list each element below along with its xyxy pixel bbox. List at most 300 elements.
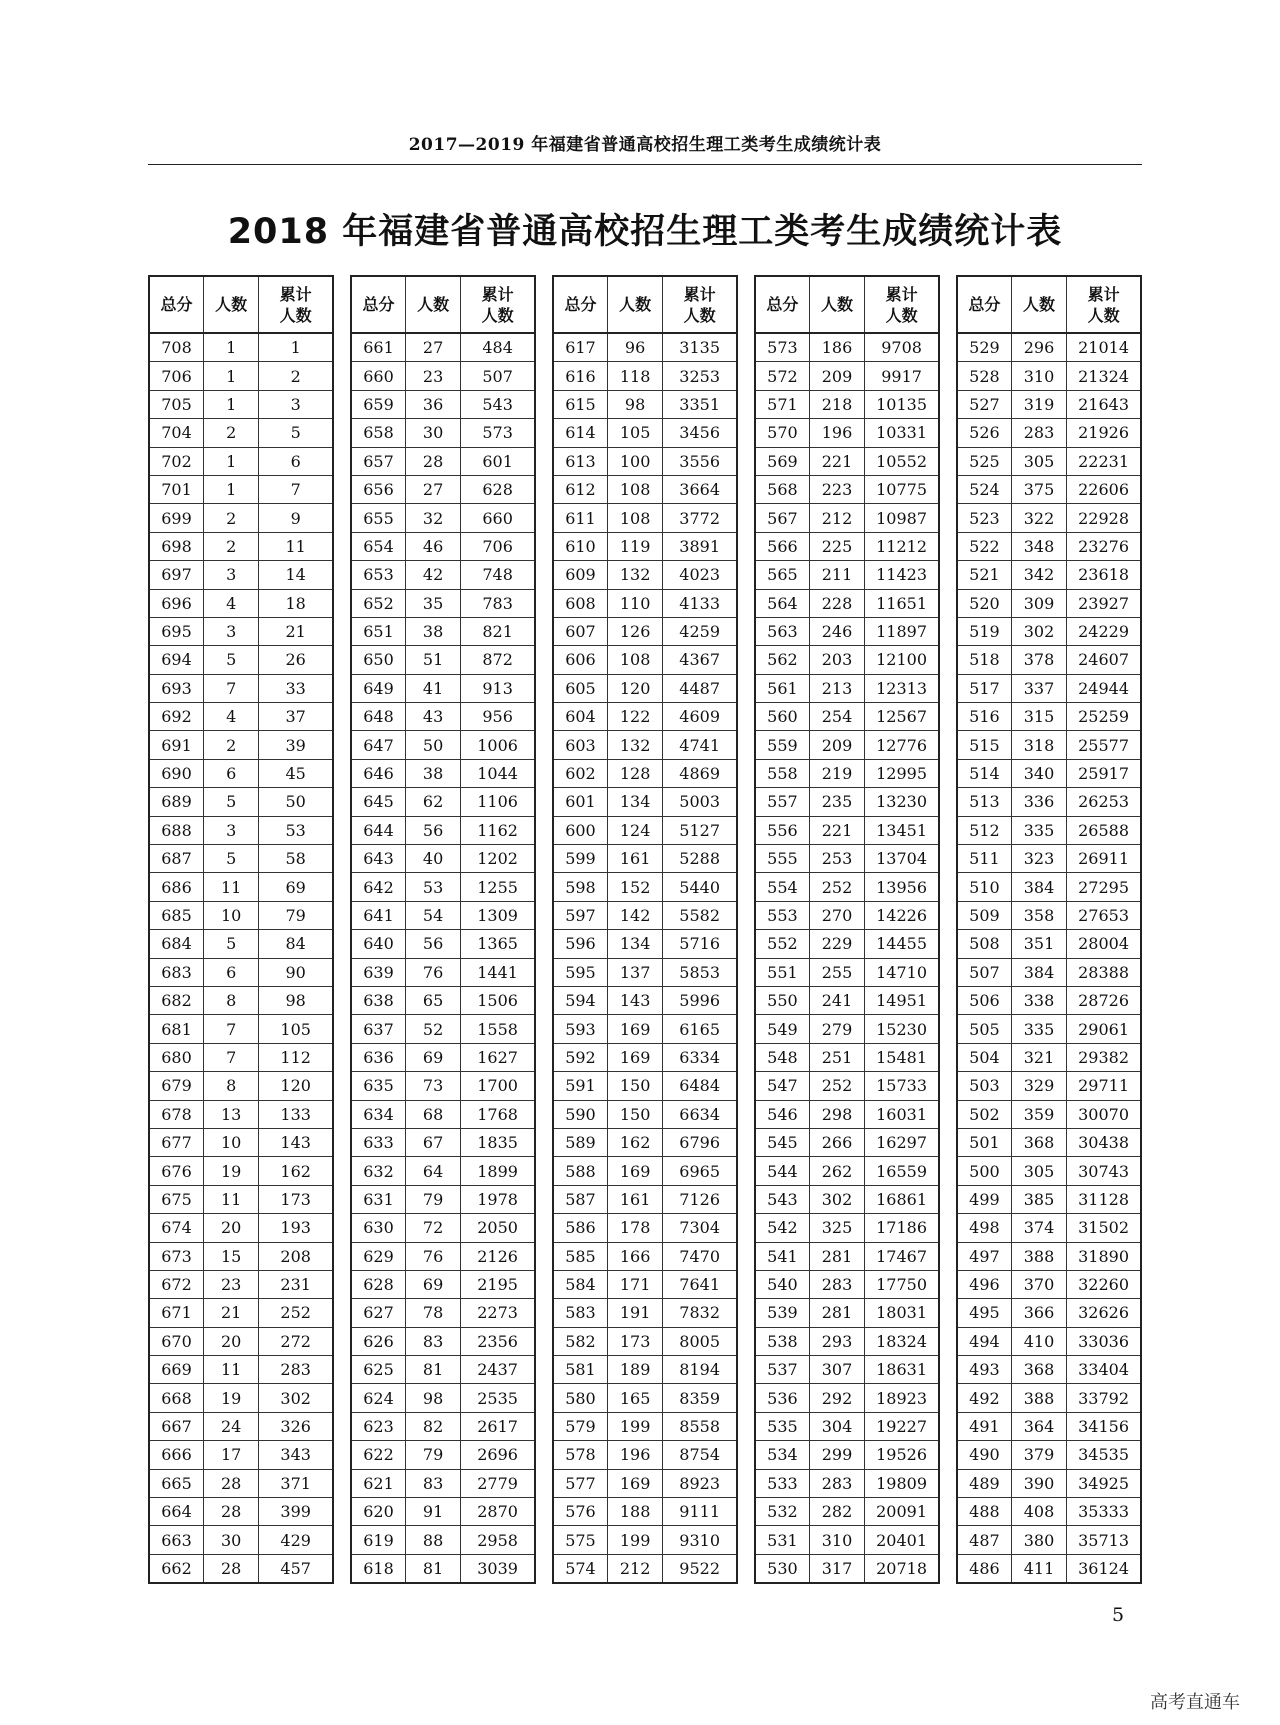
count-cell: 315 xyxy=(1011,703,1066,731)
count-cell: 384 xyxy=(1011,873,1066,901)
score-cell: 625 xyxy=(351,1356,405,1384)
score-cell: 594 xyxy=(553,986,607,1014)
table-row xyxy=(755,362,939,390)
table-row xyxy=(351,1043,535,1071)
table-row xyxy=(957,1043,1141,1071)
count-cell: 323 xyxy=(1011,845,1066,873)
score-cell: 603 xyxy=(553,731,607,759)
score-cell: 578 xyxy=(553,1441,607,1469)
table-row xyxy=(351,674,535,702)
table-row xyxy=(957,390,1141,418)
table-row xyxy=(149,504,333,532)
score-cell: 619 xyxy=(351,1526,405,1554)
cumulative-cell: 23927 xyxy=(1067,589,1141,617)
count-cell: 79 xyxy=(405,1441,460,1469)
table-row xyxy=(351,1015,535,1043)
table-row xyxy=(149,1185,333,1213)
table-row xyxy=(149,1356,333,1384)
table-row xyxy=(957,1327,1141,1355)
cumulative-cell: 11651 xyxy=(865,589,939,617)
table-row xyxy=(553,1128,737,1156)
watermark: 高考直通车 xyxy=(1150,1692,1240,1713)
cumulative-cell: 21324 xyxy=(1067,362,1141,390)
count-cell: 281 xyxy=(809,1299,864,1327)
score-cell: 681 xyxy=(149,1015,204,1043)
count-cell: 379 xyxy=(1011,1441,1066,1469)
count-cell: 169 xyxy=(607,1015,662,1043)
score-cell: 690 xyxy=(149,759,204,787)
score-cell: 565 xyxy=(755,561,809,589)
table-row xyxy=(553,589,737,617)
score-cell: 636 xyxy=(351,1043,405,1071)
cumulative-cell: 12313 xyxy=(865,674,939,702)
table-row xyxy=(957,1384,1141,1412)
cumulative-cell: 16861 xyxy=(865,1185,939,1213)
cumulative-cell: 2535 xyxy=(461,1384,535,1412)
table-row xyxy=(957,504,1141,532)
total-score-header: 总分 xyxy=(553,276,607,333)
cumulative-cell: 8005 xyxy=(663,1327,737,1355)
count-cell: 19 xyxy=(204,1384,259,1412)
cumulative-cell: 429 xyxy=(259,1526,333,1554)
score-cell: 562 xyxy=(755,646,809,674)
cumulative-cell: 10987 xyxy=(865,504,939,532)
score-cell: 616 xyxy=(553,362,607,390)
score-cell: 667 xyxy=(149,1412,204,1440)
count-cell: 310 xyxy=(809,1526,864,1554)
cumulative-cell: 18031 xyxy=(865,1299,939,1327)
cumulative-cell: 1558 xyxy=(461,1015,535,1043)
table-row xyxy=(149,1526,333,1554)
table-row xyxy=(553,1157,737,1185)
cumulative-cell: 13230 xyxy=(865,788,939,816)
cumulative-cell: 4741 xyxy=(663,731,737,759)
score-cell: 502 xyxy=(957,1100,1011,1128)
count-cell: 2 xyxy=(204,731,259,759)
score-cell: 645 xyxy=(351,788,405,816)
cumulative-cell: 193 xyxy=(259,1214,333,1242)
table-row xyxy=(351,475,535,503)
count-cell: 1 xyxy=(204,333,259,362)
table-row xyxy=(351,873,535,901)
cumulative-cell: 23276 xyxy=(1067,532,1141,560)
cumulative-cell: 283 xyxy=(259,1356,333,1384)
count-cell: 351 xyxy=(1011,930,1066,958)
score-cell: 590 xyxy=(553,1100,607,1128)
cumulative-cell: 4259 xyxy=(663,617,737,645)
table-row xyxy=(957,1299,1141,1327)
score-cell: 597 xyxy=(553,901,607,929)
count-cell: 305 xyxy=(1011,1157,1066,1185)
score-cell: 551 xyxy=(755,958,809,986)
table-row xyxy=(351,958,535,986)
score-cell: 511 xyxy=(957,845,1011,873)
score-cell: 644 xyxy=(351,816,405,844)
cumulative-cell: 11423 xyxy=(865,561,939,589)
score-cell: 624 xyxy=(351,1384,405,1412)
cumulative-cell: 1006 xyxy=(461,731,535,759)
table-row xyxy=(149,1100,333,1128)
cumulative-cell: 11 xyxy=(259,532,333,560)
count-cell: 329 xyxy=(1011,1072,1066,1100)
cumulative-cell: 9917 xyxy=(865,362,939,390)
table-row xyxy=(149,1441,333,1469)
table-row xyxy=(351,759,535,787)
score-cell: 581 xyxy=(553,1356,607,1384)
score-cell: 609 xyxy=(553,561,607,589)
table-row xyxy=(149,1554,333,1583)
cumulative-cell: 2195 xyxy=(461,1270,535,1298)
count-cell: 27 xyxy=(405,475,460,503)
score-cell: 524 xyxy=(957,475,1011,503)
score-cell: 660 xyxy=(351,362,405,390)
table-row xyxy=(957,1356,1141,1384)
score-cell: 509 xyxy=(957,901,1011,929)
table-row xyxy=(957,1072,1141,1100)
cumulative-cell: 1309 xyxy=(461,901,535,929)
table-row xyxy=(553,333,737,362)
cumulative-cell: 10331 xyxy=(865,419,939,447)
score-cell: 613 xyxy=(553,447,607,475)
cumulative-cell: 1899 xyxy=(461,1157,535,1185)
table-row xyxy=(553,674,737,702)
score-cell: 692 xyxy=(149,703,204,731)
cumulative-cell: 30070 xyxy=(1067,1100,1141,1128)
table-row xyxy=(755,1043,939,1071)
table-row xyxy=(755,674,939,702)
count-cell: 162 xyxy=(607,1128,662,1156)
table-row xyxy=(553,1299,737,1327)
table-row xyxy=(957,788,1141,816)
count-cell: 150 xyxy=(607,1072,662,1100)
count-cell: 270 xyxy=(809,901,864,929)
score-cell: 595 xyxy=(553,958,607,986)
score-cell: 549 xyxy=(755,1015,809,1043)
table-row xyxy=(755,447,939,475)
count-cell: 279 xyxy=(809,1015,864,1043)
count-cell: 321 xyxy=(1011,1043,1066,1071)
table-row xyxy=(149,901,333,929)
score-cell: 605 xyxy=(553,674,607,702)
score-cell: 651 xyxy=(351,617,405,645)
table-row xyxy=(351,532,535,560)
score-cell: 526 xyxy=(957,419,1011,447)
cumulative-cell: 5288 xyxy=(663,845,737,873)
cumulative-cell: 58 xyxy=(259,845,333,873)
table-row xyxy=(553,561,737,589)
count-cell: 108 xyxy=(607,646,662,674)
score-cell: 525 xyxy=(957,447,1011,475)
score-cell: 508 xyxy=(957,930,1011,958)
score-table-2 xyxy=(350,275,536,1584)
table-row xyxy=(351,646,535,674)
table-row xyxy=(957,1526,1141,1554)
score-cell: 488 xyxy=(957,1498,1011,1526)
count-cell: 322 xyxy=(1011,504,1066,532)
score-cell: 493 xyxy=(957,1356,1011,1384)
table-row xyxy=(755,1242,939,1270)
score-cell: 668 xyxy=(149,1384,204,1412)
header-row xyxy=(149,276,333,333)
score-cell: 586 xyxy=(553,1214,607,1242)
score-cell: 598 xyxy=(553,873,607,901)
table-row xyxy=(351,731,535,759)
cumulative-cell: 26911 xyxy=(1067,845,1141,873)
score-cell: 701 xyxy=(149,475,204,503)
cumulative-cell: 484 xyxy=(461,333,535,362)
table-row xyxy=(755,731,939,759)
cumulative-cell: 5716 xyxy=(663,930,737,958)
cumulative-cell: 7470 xyxy=(663,1242,737,1270)
score-cell: 543 xyxy=(755,1185,809,1213)
count-cell: 13 xyxy=(204,1100,259,1128)
table-row xyxy=(755,1469,939,1497)
count-cell: 81 xyxy=(405,1554,460,1583)
score-cell: 560 xyxy=(755,703,809,731)
count-cell: 283 xyxy=(809,1270,864,1298)
cumulative-cell: 8194 xyxy=(663,1356,737,1384)
table-row xyxy=(351,1498,535,1526)
cumulative-cell: 27653 xyxy=(1067,901,1141,929)
score-cell: 567 xyxy=(755,504,809,532)
score-cell: 542 xyxy=(755,1214,809,1242)
count-cell: 142 xyxy=(607,901,662,929)
count-cell: 1 xyxy=(204,475,259,503)
count-cell: 364 xyxy=(1011,1412,1066,1440)
count-cell: 79 xyxy=(405,1185,460,1213)
cumulative-cell: 26253 xyxy=(1067,788,1141,816)
cumulative-cell: 7832 xyxy=(663,1299,737,1327)
score-cell: 494 xyxy=(957,1327,1011,1355)
cumulative-cell: 706 xyxy=(461,532,535,560)
count-cell: 2 xyxy=(204,504,259,532)
table-row xyxy=(149,1015,333,1043)
table-row xyxy=(553,986,737,1014)
score-cell: 654 xyxy=(351,532,405,560)
cumulative-cell: 1506 xyxy=(461,986,535,1014)
count-cell: 3 xyxy=(204,816,259,844)
table-row xyxy=(755,504,939,532)
cumulative-cell: 22928 xyxy=(1067,504,1141,532)
score-cell: 585 xyxy=(553,1242,607,1270)
count-cell: 241 xyxy=(809,986,864,1014)
table-row xyxy=(149,703,333,731)
count-cell: 262 xyxy=(809,1157,864,1185)
score-cell: 671 xyxy=(149,1299,204,1327)
score-cell: 568 xyxy=(755,475,809,503)
cumulative-cell: 26 xyxy=(259,646,333,674)
score-cell: 695 xyxy=(149,617,204,645)
cumulative-cell: 24229 xyxy=(1067,617,1141,645)
count-cell: 408 xyxy=(1011,1498,1066,1526)
table-row xyxy=(755,1384,939,1412)
score-cell: 640 xyxy=(351,930,405,958)
cumulative-cell: 34535 xyxy=(1067,1441,1141,1469)
table-row xyxy=(957,674,1141,702)
count-cell: 7 xyxy=(204,1043,259,1071)
cumulative-cell: 3664 xyxy=(663,475,737,503)
cumulative-cell: 120 xyxy=(259,1072,333,1100)
cumulative-cell: 20718 xyxy=(865,1554,939,1583)
table-row xyxy=(957,1412,1141,1440)
count-cell: 335 xyxy=(1011,1015,1066,1043)
count-cell: 105 xyxy=(607,419,662,447)
score-cell: 693 xyxy=(149,674,204,702)
count-cell: 6 xyxy=(204,759,259,787)
table-row xyxy=(755,390,939,418)
cumulative-cell: 18631 xyxy=(865,1356,939,1384)
table-row xyxy=(553,362,737,390)
table-row xyxy=(149,1214,333,1242)
cumulative-cell: 1 xyxy=(259,333,333,362)
count-cell: 134 xyxy=(607,788,662,816)
score-cell: 591 xyxy=(553,1072,607,1100)
count-cell: 378 xyxy=(1011,646,1066,674)
score-cell: 557 xyxy=(755,788,809,816)
score-cell: 570 xyxy=(755,419,809,447)
table-row xyxy=(351,788,535,816)
score-cell: 496 xyxy=(957,1270,1011,1298)
cumulative-cell: 31128 xyxy=(1067,1185,1141,1213)
table-row xyxy=(957,1100,1141,1128)
score-cell: 708 xyxy=(149,333,204,362)
count-cell: 28 xyxy=(204,1498,259,1526)
count-cell: 388 xyxy=(1011,1242,1066,1270)
score-cell: 706 xyxy=(149,362,204,390)
cumulative-cell: 2696 xyxy=(461,1441,535,1469)
count-cell: 161 xyxy=(607,845,662,873)
count-cell: 6 xyxy=(204,958,259,986)
score-cell: 592 xyxy=(553,1043,607,1071)
cumulative-cell: 208 xyxy=(259,1242,333,1270)
cumulative-header: 累计 人数 xyxy=(1067,276,1141,333)
table-row xyxy=(149,1498,333,1526)
count-cell: 337 xyxy=(1011,674,1066,702)
count-cell: 169 xyxy=(607,1157,662,1185)
score-cell: 534 xyxy=(755,1441,809,1469)
score-cell: 599 xyxy=(553,845,607,873)
score-cell: 505 xyxy=(957,1015,1011,1043)
count-cell: 8 xyxy=(204,1072,259,1100)
table-row xyxy=(149,1469,333,1497)
table-row xyxy=(957,759,1141,787)
table-row xyxy=(553,901,737,929)
score-cell: 656 xyxy=(351,475,405,503)
count-cell: 110 xyxy=(607,589,662,617)
table-row xyxy=(957,561,1141,589)
table-row xyxy=(351,930,535,958)
count-cell: 100 xyxy=(607,447,662,475)
count-cell: 281 xyxy=(809,1242,864,1270)
count-cell: 28 xyxy=(405,447,460,475)
cumulative-cell: 6965 xyxy=(663,1157,737,1185)
score-cell: 687 xyxy=(149,845,204,873)
score-cell: 580 xyxy=(553,1384,607,1412)
count-cell: 11 xyxy=(204,1185,259,1213)
cumulative-header: 累计 人数 xyxy=(865,276,939,333)
cumulative-cell: 5853 xyxy=(663,958,737,986)
cumulative-cell: 105 xyxy=(259,1015,333,1043)
count-cell: 108 xyxy=(607,475,662,503)
table-row xyxy=(553,447,737,475)
score-cell: 501 xyxy=(957,1128,1011,1156)
score-cell: 547 xyxy=(755,1072,809,1100)
count-cell: 385 xyxy=(1011,1185,1066,1213)
count-header: 人数 xyxy=(809,276,864,333)
score-cell: 621 xyxy=(351,1469,405,1497)
table-row xyxy=(351,589,535,617)
score-cell: 587 xyxy=(553,1185,607,1213)
cumulative-cell: 9310 xyxy=(663,1526,737,1554)
score-cell: 632 xyxy=(351,1157,405,1185)
table-row xyxy=(149,1043,333,1071)
count-cell: 78 xyxy=(405,1299,460,1327)
cumulative-cell: 19809 xyxy=(865,1469,939,1497)
table-row xyxy=(957,873,1141,901)
table-row xyxy=(149,447,333,475)
score-cell: 611 xyxy=(553,504,607,532)
count-cell: 336 xyxy=(1011,788,1066,816)
table-row xyxy=(957,1498,1141,1526)
count-cell: 54 xyxy=(405,901,460,929)
score-table-1 xyxy=(148,275,334,1584)
score-cell: 661 xyxy=(351,333,405,362)
count-cell: 189 xyxy=(607,1356,662,1384)
score-cell: 516 xyxy=(957,703,1011,731)
count-cell: 318 xyxy=(1011,731,1066,759)
running-header: 2017—2019 年福建省普通高校招生理工类考生成绩统计表 xyxy=(408,135,882,155)
cumulative-cell: 2273 xyxy=(461,1299,535,1327)
score-cell: 682 xyxy=(149,986,204,1014)
cumulative-cell: 6484 xyxy=(663,1072,737,1100)
cumulative-cell: 13451 xyxy=(865,816,939,844)
score-cell: 698 xyxy=(149,532,204,560)
table-row xyxy=(351,1441,535,1469)
table-row xyxy=(957,845,1141,873)
table-row xyxy=(957,1270,1141,1298)
score-cell: 631 xyxy=(351,1185,405,1213)
count-cell: 283 xyxy=(809,1469,864,1497)
count-cell: 319 xyxy=(1011,390,1066,418)
count-cell: 325 xyxy=(809,1214,864,1242)
score-cell: 602 xyxy=(553,759,607,787)
score-cell: 702 xyxy=(149,447,204,475)
score-cell: 540 xyxy=(755,1270,809,1298)
cumulative-cell: 84 xyxy=(259,930,333,958)
table-row xyxy=(755,1015,939,1043)
score-cell: 556 xyxy=(755,816,809,844)
cumulative-cell: 3 xyxy=(259,390,333,418)
table-row xyxy=(755,646,939,674)
table-row xyxy=(957,532,1141,560)
cumulative-cell: 22606 xyxy=(1067,475,1141,503)
table-row xyxy=(957,986,1141,1014)
score-cell: 676 xyxy=(149,1157,204,1185)
count-cell: 11 xyxy=(204,873,259,901)
score-cell: 577 xyxy=(553,1469,607,1497)
cumulative-cell: 9 xyxy=(259,504,333,532)
table-row xyxy=(755,901,939,929)
table-row xyxy=(755,475,939,503)
cumulative-cell: 748 xyxy=(461,561,535,589)
count-cell: 191 xyxy=(607,1299,662,1327)
count-cell: 120 xyxy=(607,674,662,702)
score-table-5 xyxy=(956,275,1142,1584)
count-cell: 2 xyxy=(204,532,259,560)
count-cell: 43 xyxy=(405,703,460,731)
score-cell: 573 xyxy=(755,333,809,362)
cumulative-cell: 11897 xyxy=(865,617,939,645)
